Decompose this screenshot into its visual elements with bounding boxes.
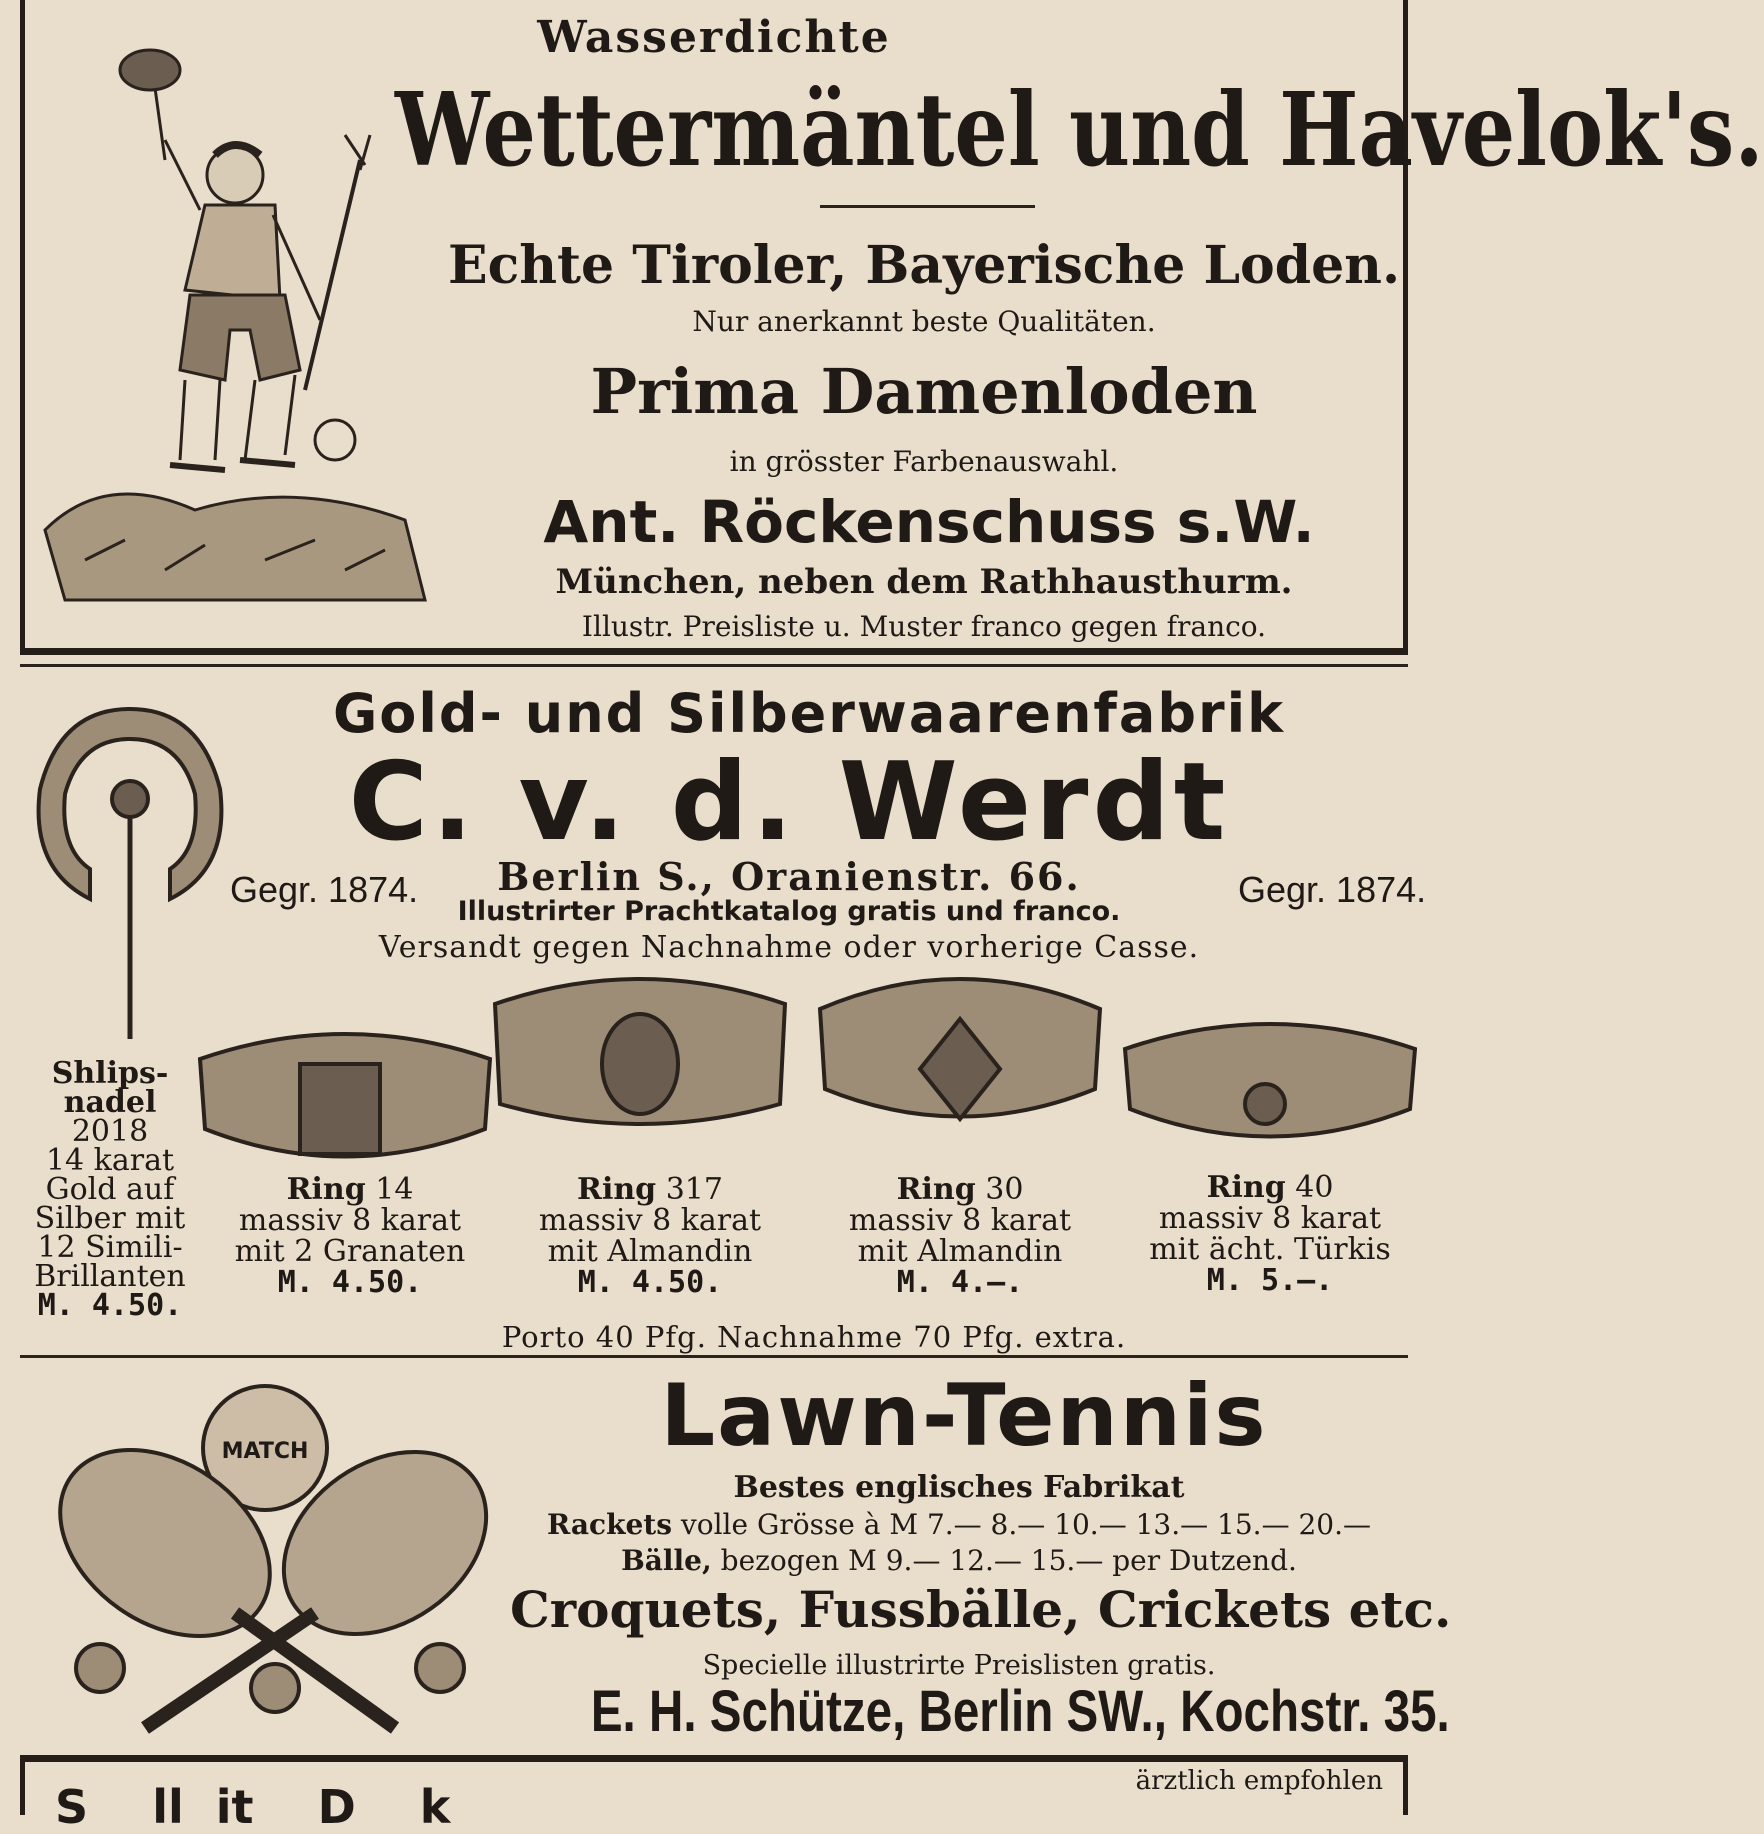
balls-prices: bezogen M 9.— 12.— 15.— per Dutzend. — [720, 1544, 1297, 1577]
pin-d3: Silber mit — [34, 1201, 186, 1236]
ad3-headline: Lawn-Tennis — [660, 1366, 1268, 1466]
ad3-line3: Specielle illustrirte Preislisten gratis. — [702, 1650, 1216, 1681]
ring-title: Ring — [577, 1172, 657, 1207]
ring-40-illustration — [1120, 1009, 1420, 1159]
ad1-headline: Wettermäntel und Havelok's. — [395, 70, 1764, 189]
ring-caption — [1125, 1172, 1415, 1296]
ring-l2: mit ächt. Türkis — [1149, 1232, 1391, 1267]
pin-d1: 14 karat — [45, 1143, 175, 1178]
ad2-headline: Gold- und Silberwaarenfabrik — [332, 682, 1286, 745]
ad1-line4: in grösster Farbenauswahl. — [729, 445, 1119, 478]
ring-title: Ring — [896, 1172, 976, 1207]
ad2-gegr-left: Gegr. 1874. — [230, 869, 419, 910]
ring-price: M. 4.50. — [577, 1265, 723, 1300]
ring-title: Ring — [1206, 1170, 1286, 1205]
ring-l2: mit Almandin — [857, 1234, 1063, 1269]
ad-weathercoats — [20, 0, 1764, 655]
ring-30-illustration — [815, 969, 1105, 1149]
ring-l1: massiv 8 karat — [238, 1203, 462, 1238]
ring-title: Ring — [286, 1172, 366, 1207]
ad2-gegr-right: Gegr. 1874. — [1238, 869, 1427, 910]
ring-price: M. 4.—. — [896, 1265, 1024, 1300]
ad2-address: Berlin S., Oranienstr. 66. — [497, 854, 1081, 899]
rackets-label: Rackets — [546, 1508, 672, 1541]
ad3-firm: E. H. Schütze, Berlin SW., Kochstr. 35. — [590, 1679, 1450, 1744]
pin-num: 2018 — [71, 1114, 149, 1149]
ad2-firm: C. v. d. Werdt — [348, 740, 1230, 865]
ring-14-illustration — [195, 1019, 495, 1179]
ring-caption — [510, 1174, 790, 1298]
ring-num: 30 — [985, 1172, 1024, 1207]
pin-caption — [20, 1056, 200, 1323]
ad2-footer: Porto 40 Pfg. Nachnahme 70 Pfg. extra. — [501, 1320, 1127, 1354]
ring-l1: massiv 8 karat — [848, 1203, 1072, 1238]
ad1-firm: Ant. Röckenschuss s.W. — [543, 488, 1315, 556]
ad4-partial-right: ärztlich empfohlen — [1135, 1766, 1383, 1796]
ad-jewellery — [20, 664, 1427, 1359]
ring-num: 317 — [665, 1172, 723, 1207]
ad4-partial-left: S ll it D k — [55, 1780, 451, 1834]
pin-d4: 12 Simili- — [37, 1230, 183, 1265]
ring-caption — [820, 1174, 1100, 1298]
tennis-illustration — [35, 1383, 505, 1733]
ad1-footer: Illustr. Preisliste u. Muster franco gegen franco. — [581, 610, 1267, 643]
ring-317-illustration — [490, 974, 790, 1144]
ad1-address: München, neben dem Rathhausthurm. — [555, 562, 1293, 602]
ad2-catalog: Illustrirter Prachtkatalog gratis und franco. — [457, 896, 1121, 927]
ring-price: M. 5.—. — [1206, 1263, 1334, 1298]
pin-title1: Shlips- — [51, 1056, 169, 1091]
pin-d5: Brillanten — [34, 1259, 186, 1294]
ring-price: M. 4.50. — [277, 1265, 423, 1300]
ring-l1: massiv 8 karat — [538, 1203, 762, 1238]
ad1-line2: Nur anerkannt beste Qualitäten. — [692, 305, 1156, 338]
ring-caption — [210, 1174, 490, 1298]
ad1-line1: Echte Tiroler, Bayerische Loden. — [447, 235, 1401, 296]
ad-partial-bottom — [20, 1755, 1408, 1834]
pin-title2: nadel — [63, 1085, 157, 1120]
ad1-pre: Wasserdichte — [537, 12, 891, 63]
ad2-top-rule — [20, 664, 1408, 667]
ad3-rackets-line — [510, 1508, 1408, 1541]
ad-lawn-tennis — [20, 1358, 1452, 1748]
pin-price: M. 4.50. — [37, 1288, 183, 1323]
ring-l1: massiv 8 karat — [1158, 1201, 1382, 1236]
balls-label: Bälle, — [621, 1544, 712, 1577]
pin-d2: Gold auf — [45, 1172, 175, 1207]
ad1-divider — [820, 205, 1035, 208]
ring-num: 14 — [375, 1172, 414, 1207]
ring-l2: mit 2 Granaten — [234, 1234, 466, 1269]
ring-num: 40 — [1295, 1170, 1334, 1205]
ad3-line2: Croquets, Fussbälle, Crickets etc. — [510, 1580, 1452, 1639]
ad3-line1: Bestes englisches Fabrikat — [733, 1470, 1185, 1505]
rackets-prices: volle Grösse à M 7.— 8.— 10.— 13.— 15.— 20.— — [680, 1508, 1371, 1541]
ad1-line3: Prima Damenloden — [590, 355, 1258, 428]
ad3-balls-line — [510, 1544, 1408, 1577]
boy-illustration — [45, 40, 445, 620]
ring-l2: mit Almandin — [547, 1234, 753, 1269]
ball-label: MATCH — [221, 1439, 309, 1464]
ad2-shipping: Versandt gegen Nachnahme oder vorherige Casse. — [378, 930, 1200, 965]
